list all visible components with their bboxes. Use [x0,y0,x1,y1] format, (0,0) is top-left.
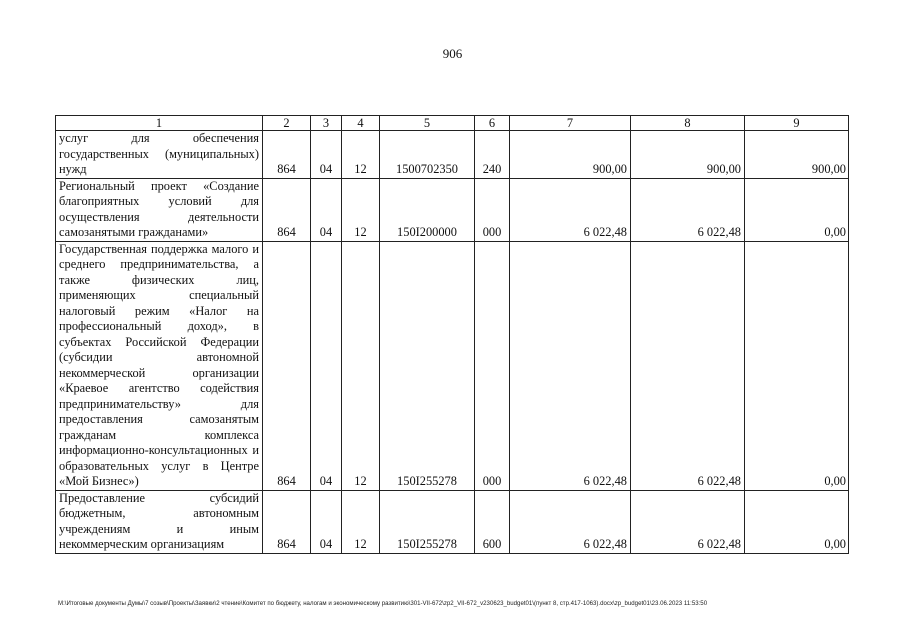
table-row [56,131,849,179]
row-amount-col9: 0,00 [745,241,849,490]
row-amount-col7: 900,00 [510,131,631,179]
header-col-3: 3 [311,116,342,131]
page-number: 906 [442,46,463,61]
row-name: Государственная поддержка малого и среднего предпринимательства, а также физических лиц, применяющих специальный налоговый режим «Налог на профессиональный доход», в субъектах Российской Федерации (субсидии автономной некоммерческой организации «Краевое агентство содействия предпринимательству» для предоставления самозанятым гражданам комплекса информационно-консультационных и образовательных услуг в Центре «Мой Бизнес») [56,241,263,490]
row-name: Предоставление субсидий бюджетным, автономным учреждениям и иным некоммерческим организациям [56,490,263,553]
row-expense-type: 000 [475,178,510,241]
header-col-2: 2 [263,116,311,131]
row-amount-col8: 900,00 [631,131,745,179]
row-amount-col8: 6 022,48 [631,241,745,490]
row-target-code: 1500702350 [380,131,475,179]
table-row [56,178,849,241]
table-row [56,241,849,490]
row-subsection-code: 12 [342,178,380,241]
header-col-7: 7 [510,116,631,131]
row-expense-type: 000 [475,241,510,490]
row-amount-col9: 0,00 [745,490,849,553]
row-section-code: 04 [311,241,342,490]
table-header-row [56,116,849,131]
row-amount-col9: 0,00 [745,178,849,241]
row-ministry-code: 864 [263,490,311,553]
row-name: услуг для обеспечения государственных (муниципальных) нужд [56,131,263,179]
row-amount-col7: 6 022,48 [510,241,631,490]
header-col-9: 9 [745,116,849,131]
row-subsection-code: 12 [342,241,380,490]
row-section-code: 04 [311,178,342,241]
row-subsection-code: 12 [342,131,380,179]
row-target-code: 150I255278 [380,490,475,553]
row-expense-type: 600 [475,490,510,553]
row-amount-col8: 6 022,48 [631,490,745,553]
row-amount-col7: 6 022,48 [510,178,631,241]
header-col-5: 5 [380,116,475,131]
row-target-code: 150I200000 [380,178,475,241]
header-col-6: 6 [475,116,510,131]
row-section-code: 04 [311,490,342,553]
document-path-footer: M:\Итоговые документы Думы\7 созыв\Проекты\Заявки\2 чтение\Комитет по бюджету, налогам и экономическому развитию\301-VII-672\zp2_VII-672_v230623_budget01\(пункт 8, стр.417-1063).docx\zp_budget01\23.06.2023 11:53:50 [58,600,708,607]
table-row [56,490,849,553]
row-subsection-code: 12 [342,490,380,553]
row-expense-type: 240 [475,131,510,179]
row-ministry-code: 864 [263,131,311,179]
row-amount-col7: 6 022,48 [510,490,631,553]
row-target-code: 150I255278 [380,241,475,490]
budget-table [55,115,849,554]
row-ministry-code: 864 [263,178,311,241]
row-name: Региональный проект «Создание благоприятных условий для осуществления деятельности самозанятыми гражданами» [56,178,263,241]
header-col-1: 1 [56,116,263,131]
row-amount-col8: 6 022,48 [631,178,745,241]
header-col-4: 4 [342,116,380,131]
row-section-code: 04 [311,131,342,179]
row-ministry-code: 864 [263,241,311,490]
header-col-8: 8 [631,116,745,131]
row-amount-col9: 900,00 [745,131,849,179]
